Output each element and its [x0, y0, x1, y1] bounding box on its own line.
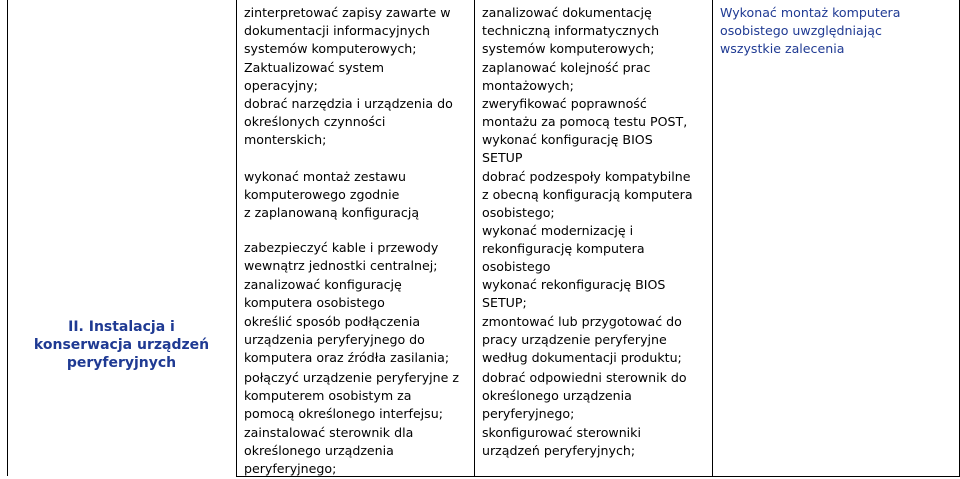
extended-item-4: wykonać konfigurację BIOS SETUP [482, 132, 653, 166]
extended-item-9: dobrać odpowiedni sterownik do określonego urządzenia peryferyjnego; [482, 370, 687, 422]
basic-item-7: określić sposób podłączenia urządzenia peryferyjnego do komputera oraz źródła zasilania; [244, 314, 450, 366]
grid-line-col3 [712, 0, 713, 476]
basic-item-9: zainstalować sterownik dla określonego urządzenia peryferyjnego; [244, 425, 414, 477]
module-title: II. Instalacja i konserwacja urządzeń peryferyjnych [33, 319, 210, 371]
basic-item-2: Zaktualizować system operacyjny; [244, 60, 385, 94]
basic-item-6: zanalizować konfigurację komputera osobistego [244, 277, 402, 311]
extended-item-7: wykonać rekonfigurację BIOS SETUP; [482, 277, 666, 311]
extended-item-6: wykonać modernizację i rekonfigurację komputera osobistego [482, 223, 645, 275]
notes-item-1: Wykonać montaż komputera osobistego uwzględniając wszystkie zalecenia [720, 5, 901, 57]
grid-line-col1 [236, 0, 237, 476]
basic-item-1: zinterpretować zapisy zawarte w dokumentacji informacyjnych systemów komputerowych; [244, 5, 451, 57]
extended-item-10: skonfigurować sterowniki urządzeń peryferyjnych; [482, 425, 641, 459]
basic-item-4: wykonać montaż zestawu komputerowego zgodnie z zaplanowaną konfiguracją [244, 169, 420, 221]
extended-item-3: zweryfikować poprawność montażu za pomocą testu POST, [482, 96, 688, 130]
grid-line-left [7, 0, 8, 476]
extended-item-5: dobrać podzespoły kompatybilne z obecną konfiguracją komputera osobistego; [482, 169, 693, 221]
extended-item-2: zaplanować kolejność prac montażowych; [482, 60, 651, 94]
basic-item-8: połączyć urządzenie peryferyjne z komputerem osobistym za pomocą określonego interfejsu; [244, 370, 460, 422]
basic-item-3: dobrać narzędzia i urządzenia do określonych czynności monterskich; [244, 96, 453, 148]
extended-item-1: zanalizować dokumentację techniczną informatycznych systemów komputerowych; [482, 5, 660, 57]
extended-item-8: zmontować lub przygotować do pracy urządzenie peryferyjne według dokumentacji produktu; [482, 314, 682, 366]
basic-item-5: zabezpieczyć kable i przewody wewnątrz jednostki centralnej; [244, 240, 439, 274]
grid-line-col2 [474, 0, 475, 476]
